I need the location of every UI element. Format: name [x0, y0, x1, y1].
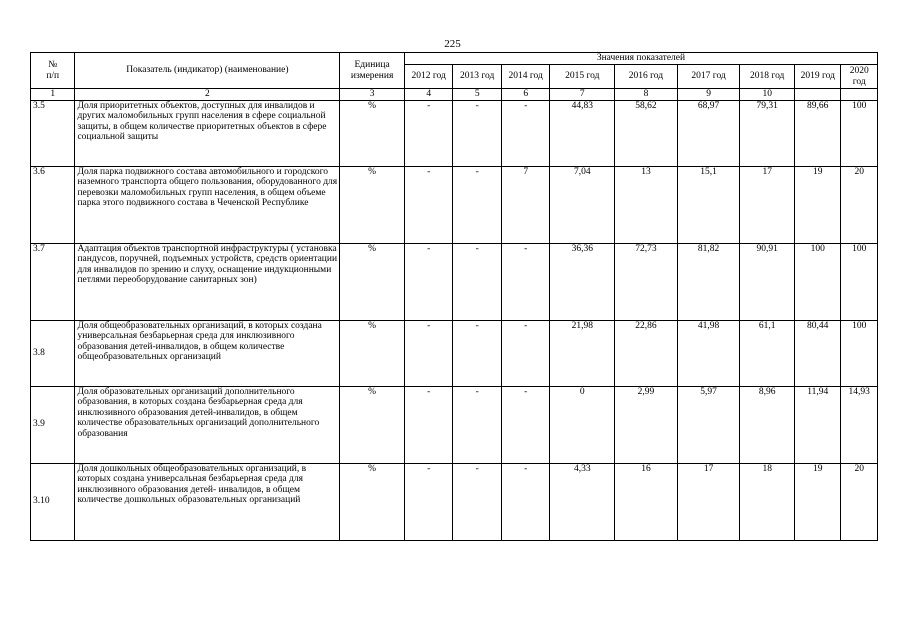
- value-cell: 22,86: [615, 320, 678, 386]
- value-cell: 17: [677, 463, 740, 540]
- value-cell: -: [453, 166, 502, 243]
- header-values-group: Значения показателей: [404, 53, 877, 65]
- value-cell: 18: [740, 463, 795, 540]
- value-cell: 2,99: [615, 386, 678, 463]
- column-number: [795, 89, 841, 101]
- column-number: 1: [31, 89, 75, 101]
- column-number: 7: [550, 89, 615, 101]
- value-cell: -: [404, 243, 453, 320]
- value-cell: -: [404, 100, 453, 166]
- indicator-name: Доля приоритетных объектов, доступных для инвалидов и других маломобильных групп населения в сфере социальной защиты, в общем количестве приоритетных объектов в сфере социальной защиты: [75, 100, 340, 166]
- unit-cell: %: [340, 320, 405, 386]
- value-cell: 36,36: [550, 243, 615, 320]
- value-cell: 0: [550, 386, 615, 463]
- value-cell: 20: [841, 463, 878, 540]
- value-cell: -: [404, 320, 453, 386]
- value-cell: 19: [795, 166, 841, 243]
- indicator-name: Доля дошкольных общеобразовательных организаций, в которых создана универсальная безбарьерная среда для инклюзивного образования детей- инвалидов, в общем количестве дошкольных образовательных организаций: [75, 463, 340, 540]
- header-year: 2012 год: [404, 65, 453, 89]
- value-cell: -: [404, 386, 453, 463]
- value-cell: 16: [615, 463, 678, 540]
- row-code: 3.10: [31, 463, 75, 540]
- indicator-name: Доля парка подвижного состава автомобильного и городского наземного транспорта общего пользования, оборудованного для перевозки маломобильных групп населения, в общем объеме парка этого подвижного состава в Чеченской Республике: [75, 166, 340, 243]
- table-row: [31, 386, 878, 463]
- value-cell: 41,98: [677, 320, 740, 386]
- value-cell: -: [404, 463, 453, 540]
- column-number: 8: [615, 89, 678, 101]
- header-year: 2020 год: [841, 65, 878, 89]
- table-row: [31, 100, 878, 166]
- unit-cell: %: [340, 463, 405, 540]
- column-number: 2: [75, 89, 340, 101]
- value-cell: 58,62: [615, 100, 678, 166]
- value-cell: -: [453, 463, 502, 540]
- value-cell: 81,82: [677, 243, 740, 320]
- value-cell: 100: [841, 100, 878, 166]
- value-cell: 21,98: [550, 320, 615, 386]
- value-cell: -: [501, 463, 550, 540]
- value-cell: 80,44: [795, 320, 841, 386]
- value-cell: 7: [501, 166, 550, 243]
- value-cell: 8,96: [740, 386, 795, 463]
- row-code: 3.5: [31, 100, 75, 166]
- header-year: 2018 год: [740, 65, 795, 89]
- table-row: [31, 166, 878, 243]
- value-cell: 20: [841, 166, 878, 243]
- column-number-row: [31, 89, 878, 101]
- column-number: [841, 89, 878, 101]
- value-cell: 13: [615, 166, 678, 243]
- value-cell: 15,1: [677, 166, 740, 243]
- indicator-name: Доля образовательных организаций дополнительного образования, в которых создана безбарьерная среда для инклюзивного образования детей-инвалидов, в общем количестве образовательных организаций дополнительного образования: [75, 386, 340, 463]
- column-number: 5: [453, 89, 502, 101]
- column-number: 6: [501, 89, 550, 101]
- value-cell: 7,04: [550, 166, 615, 243]
- value-cell: 19: [795, 463, 841, 540]
- value-cell: -: [453, 386, 502, 463]
- value-cell: 44,83: [550, 100, 615, 166]
- column-number: 4: [404, 89, 453, 101]
- value-cell: 72,73: [615, 243, 678, 320]
- indicators-table: [30, 52, 878, 541]
- header-year: 2014 год: [501, 65, 550, 89]
- page-number: 225: [444, 38, 461, 50]
- unit-cell: %: [340, 100, 405, 166]
- column-number: 9: [677, 89, 740, 101]
- value-cell: 90,91: [740, 243, 795, 320]
- row-code: 3.6: [31, 166, 75, 243]
- value-cell: 68,97: [677, 100, 740, 166]
- value-cell: 5,97: [677, 386, 740, 463]
- value-cell: -: [501, 320, 550, 386]
- indicator-name: Доля общеобразовательных организаций, в которых создана универсальная безбарьерная среда для инклюзивного образования детей-инвалидов, в общем количестве общеобразовательных организаций: [75, 320, 340, 386]
- header-year: 2013 год: [453, 65, 502, 89]
- value-cell: 100: [841, 320, 878, 386]
- value-cell: -: [501, 386, 550, 463]
- unit-cell: %: [340, 243, 405, 320]
- table-row: [31, 320, 878, 386]
- table-row: [31, 463, 878, 540]
- value-cell: 11,94: [795, 386, 841, 463]
- indicator-name: Адаптация объектов транспортной инфраструктуры ( установка пандусов, поручней, подъемных устройств, средств ориентации для инвалидов по зрению и слуху, оснащение индукционными петлями переоборудование санитарных зон): [75, 243, 340, 320]
- table-row: [31, 243, 878, 320]
- unit-cell: %: [340, 386, 405, 463]
- header-year: 2019 год: [795, 65, 841, 89]
- value-cell: 4,33: [550, 463, 615, 540]
- header-year: 2016 год: [615, 65, 678, 89]
- header-unit-col: Единица измерения: [340, 53, 405, 89]
- value-cell: -: [453, 100, 502, 166]
- value-cell: -: [453, 243, 502, 320]
- column-number: 10: [740, 89, 795, 101]
- value-cell: -: [501, 100, 550, 166]
- value-cell: 14,93: [841, 386, 878, 463]
- value-cell: 100: [841, 243, 878, 320]
- row-code: 3.7: [31, 243, 75, 320]
- header-num-col: № п/п: [31, 53, 75, 89]
- header-year: 2015 год: [550, 65, 615, 89]
- column-number: 3: [340, 89, 405, 101]
- header-indicator-col: Показатель (индикатор) (наименование): [75, 53, 340, 89]
- row-code: 3.8: [31, 320, 75, 386]
- value-cell: -: [501, 243, 550, 320]
- unit-cell: %: [340, 166, 405, 243]
- header-year: 2017 год: [677, 65, 740, 89]
- value-cell: -: [453, 320, 502, 386]
- value-cell: 61,1: [740, 320, 795, 386]
- value-cell: -: [404, 166, 453, 243]
- value-cell: 100: [795, 243, 841, 320]
- value-cell: 89,66: [795, 100, 841, 166]
- value-cell: 17: [740, 166, 795, 243]
- value-cell: 79,31: [740, 100, 795, 166]
- row-code: 3.9: [31, 386, 75, 463]
